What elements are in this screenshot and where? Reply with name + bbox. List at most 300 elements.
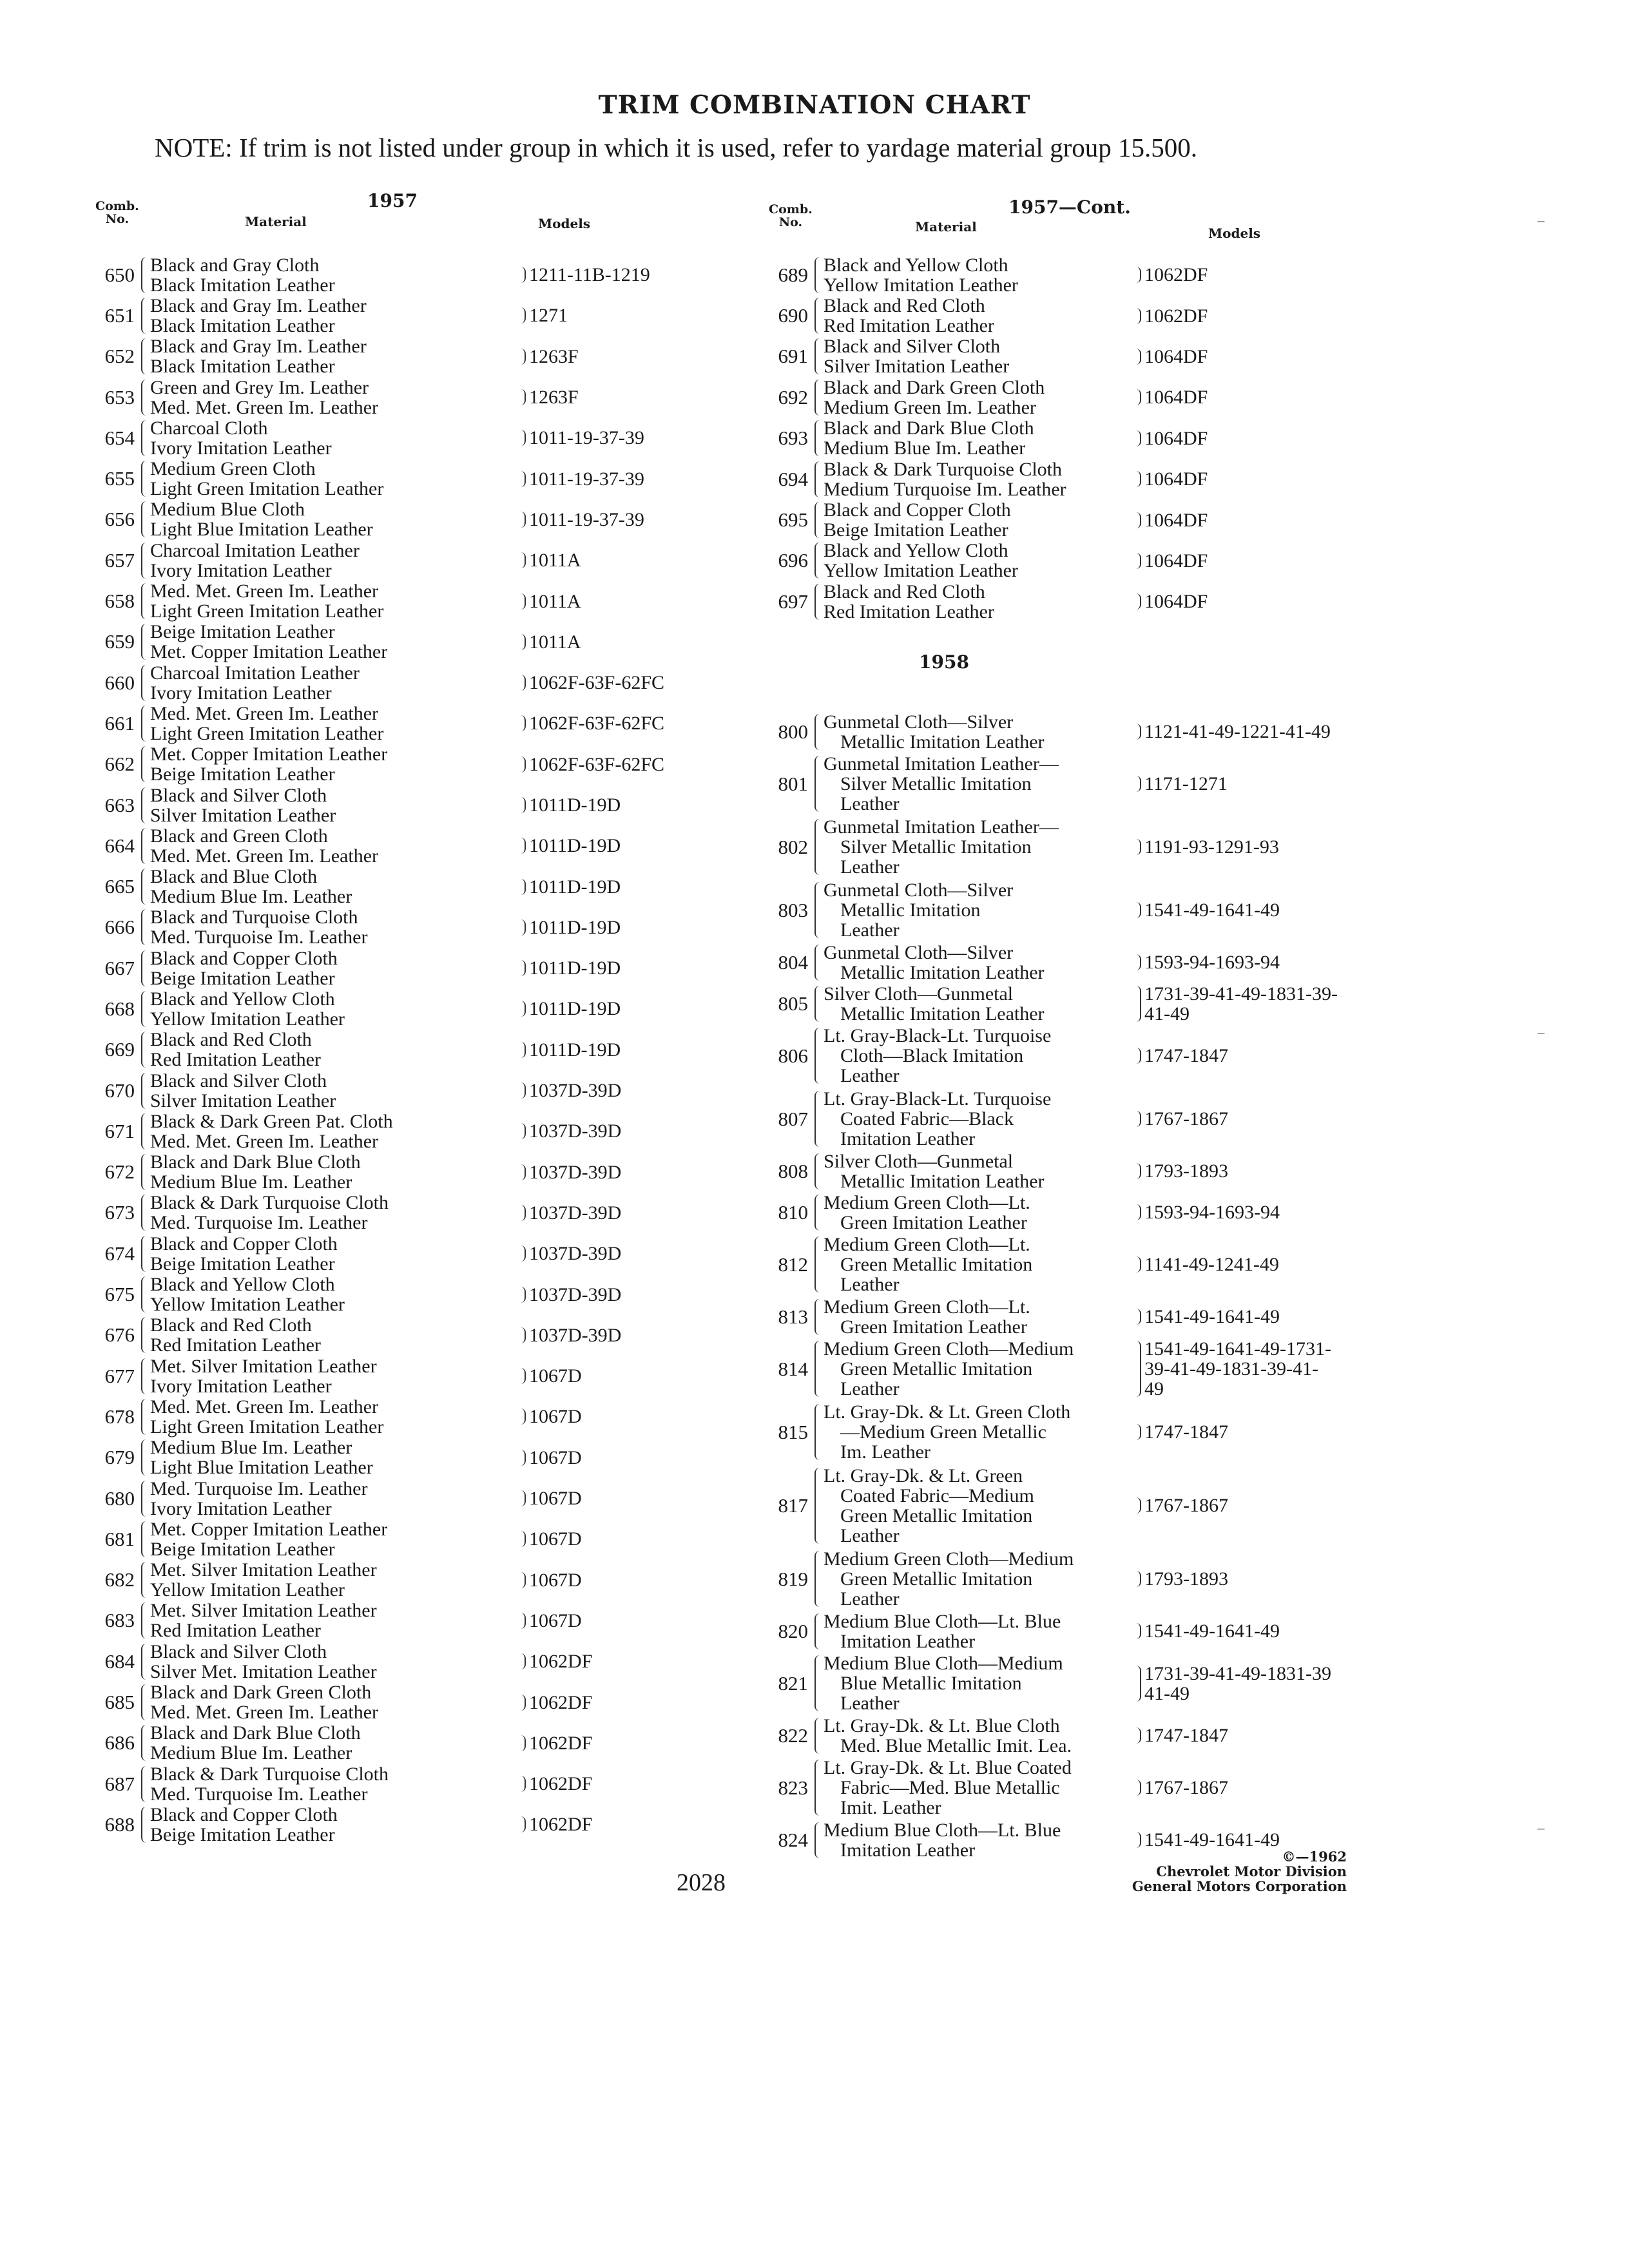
comb-number: 690 [778, 304, 808, 327]
comb-number: 821 [778, 1671, 808, 1695]
table-row [90, 1682, 625, 1722]
material-line: Leather [840, 793, 900, 815]
material-cell [139, 1111, 519, 1151]
material-cell [812, 1151, 1134, 1191]
models-cell [1134, 1569, 1228, 1589]
material-cell [812, 1089, 1134, 1149]
table-row [764, 377, 1344, 418]
models-cell [1134, 1495, 1228, 1515]
comb-number: 661 [104, 711, 135, 735]
models-line: 1011-19-37-39 [529, 427, 644, 449]
material-line: Black and Silver Cloth [150, 1640, 327, 1662]
material-line: Black and Dark Blue Cloth [150, 1722, 361, 1744]
material-cell [139, 826, 519, 866]
models-line: 1067D [529, 1569, 582, 1591]
models-cell [519, 1774, 592, 1794]
material-line: Black and Turquoise Cloth [150, 907, 358, 928]
models-line: 1767-1867 [1144, 1108, 1228, 1130]
table-row [764, 541, 1344, 581]
models-line: 1541-49-1641-49 [1144, 899, 1280, 921]
models-cell [519, 1488, 582, 1508]
material-cell [139, 989, 519, 1029]
material-line: Med. Turquoise Im. Leather [150, 1477, 368, 1499]
material-line: Imit. Leather [840, 1797, 941, 1819]
material-line: Met. Copper Imitation Leather [150, 641, 388, 663]
comb-number: 653 [104, 385, 135, 408]
models-line: 1062DF [1144, 264, 1208, 286]
comb-number: 688 [104, 1812, 135, 1836]
comb-number: 655 [104, 467, 135, 490]
right-rows-1957 [764, 255, 1344, 622]
models-line: 1067D [529, 1488, 582, 1510]
models-line: 1067D [529, 1528, 582, 1550]
table-row [90, 1274, 625, 1314]
models-line: 1011D-19D [529, 1039, 621, 1061]
material-cell [812, 296, 1134, 336]
models-cell [1134, 1307, 1280, 1327]
models-line: 1011D-19D [529, 957, 621, 979]
material-cell [139, 907, 519, 947]
table-row [90, 1233, 625, 1274]
models-cell [519, 305, 568, 325]
material-line: Black and Dark Blue Cloth [150, 1151, 361, 1173]
note-text: NOTE: If trim is not listed under group in which it is used, refer to yardage material group 15.500. [155, 133, 1197, 162]
table-row [90, 662, 665, 704]
material-line: Beige Imitation Leather [150, 967, 335, 989]
table-row [90, 1641, 625, 1682]
comb-number: 666 [104, 916, 135, 939]
material-cell [139, 296, 519, 336]
table-row [90, 988, 625, 1029]
table-row [764, 295, 1344, 336]
material-line: Leather [840, 1378, 900, 1400]
table-row [90, 581, 625, 621]
material-cell [139, 1805, 519, 1845]
models-cell [519, 958, 621, 978]
models-line: 1767-1867 [1144, 1777, 1228, 1799]
comb-number: 674 [104, 1242, 135, 1265]
comb-number: 802 [778, 835, 808, 858]
models-cell [519, 1693, 592, 1713]
material-line: Met. Copper Imitation Leather [150, 1518, 388, 1540]
material-line: Gunmetal Imitation Leather— [824, 753, 1059, 775]
models-line: 1062F-63F-62FC [529, 753, 665, 775]
models-line: 1263F [529, 345, 579, 367]
comb-number: 657 [104, 548, 135, 572]
comb-label: Comb. [769, 202, 813, 216]
material-line: Charcoal Cloth [150, 417, 268, 439]
models-cell [1134, 722, 1331, 742]
models-cell [519, 1529, 582, 1549]
material-line: Gunmetal Cloth—Silver [824, 711, 1014, 733]
material-line: Charcoal Imitation Leather [150, 539, 360, 561]
table-row [90, 540, 625, 581]
material-line: Coated Fabric—Black [840, 1108, 1014, 1130]
material-line: Med. Met. Green Im. Leather [150, 702, 379, 724]
copyright-line: General Motors Corporation [1132, 1878, 1347, 1894]
material-cell [139, 1234, 519, 1274]
material-line: Black and Red Cloth [150, 1029, 312, 1051]
models-cell [519, 1244, 621, 1264]
models-line: 1037D-39D [529, 1120, 622, 1142]
comb-number: 675 [104, 1283, 135, 1306]
material-line: Yellow Imitation Leather [150, 1008, 345, 1030]
models-cell [1134, 551, 1208, 571]
material-line: Red Imitation Leather [824, 601, 994, 622]
material-line: Med. Met. Green Im. Leather [150, 1130, 379, 1152]
comb-number: 686 [104, 1731, 135, 1754]
models-cell [519, 1366, 582, 1386]
material-line: Medium Turquoise Im. Leather [824, 478, 1066, 500]
material-line: Black and Yellow Cloth [824, 540, 1008, 562]
material-line: Met. Silver Imitation Leather [150, 1600, 377, 1622]
models-cell [519, 265, 650, 285]
comb-no-header [769, 203, 813, 229]
table-row [90, 622, 625, 662]
material-line: Black & Dark Turquoise Cloth [150, 1763, 389, 1785]
material-line: Leather [840, 919, 900, 941]
material-line: Leather [840, 1524, 900, 1546]
models-cell [1134, 1664, 1331, 1704]
table-row [764, 459, 1344, 499]
models-line: 1011D-19D [529, 916, 621, 938]
models-line: 1037D-39D [529, 1202, 622, 1224]
models-cell [519, 428, 644, 448]
comb-number: 817 [778, 1494, 808, 1517]
material-line: Black Imitation Leather [150, 356, 335, 378]
comb-number: 684 [104, 1649, 135, 1673]
material-cell [812, 984, 1134, 1024]
models-line: 1011A [529, 631, 581, 653]
models-cell [1134, 1778, 1228, 1798]
models-cell [519, 1814, 592, 1834]
table-row [764, 255, 1344, 295]
material-line: Ivory Imitation Leather [150, 682, 332, 704]
material-line: Beige Imitation Leather [150, 1538, 335, 1560]
table-row [90, 1070, 625, 1111]
table-row [90, 1478, 625, 1519]
material-line: Metallic Imitation Leather [840, 1003, 1045, 1024]
table-row [90, 785, 625, 825]
material-line: Yellow Imitation Leather [150, 1579, 345, 1601]
comb-number: 819 [778, 1567, 808, 1590]
models-line: 1011A [529, 550, 581, 572]
comb-number: 691 [778, 345, 808, 368]
year-heading-1958: 1958 [919, 651, 969, 673]
table-row [764, 336, 1344, 377]
material-line: Lt. Gray-Dk. & Lt. Blue Cloth [824, 1715, 1060, 1736]
models-line: 1062DF [529, 1773, 593, 1795]
models-line: 39-41-49-1831-39-41- [1144, 1358, 1318, 1380]
material-line: Met. Silver Imitation Leather [150, 1355, 377, 1377]
table-row [764, 581, 1344, 622]
models-cell [519, 795, 621, 815]
material-cell [812, 336, 1134, 376]
material-line: Leather [840, 1274, 900, 1296]
models-cell [519, 918, 621, 937]
models-cell [1134, 469, 1208, 489]
material-line: Green and Grey Im. Leather [150, 376, 369, 398]
copyright-line: ©—1962 [1282, 1849, 1347, 1865]
table-row [764, 1192, 1344, 1233]
material-cell [139, 378, 519, 418]
material-line: Metallic Imitation Leather [840, 731, 1045, 753]
table-row [90, 417, 644, 459]
material-cell [812, 880, 1134, 940]
material-cell [139, 1071, 519, 1111]
right-column [764, 190, 1344, 1861]
material-cell [139, 1152, 519, 1192]
material-cell [812, 712, 1134, 752]
models-line: 1064DF [1144, 591, 1208, 613]
material-line: Black and Gray Cloth [150, 254, 320, 276]
material-cell [139, 1193, 519, 1233]
models-line: 1191-93-1291-93 [1144, 836, 1279, 858]
comb-number: 697 [778, 590, 808, 613]
table-row [764, 1611, 1344, 1652]
material-cell [139, 704, 519, 744]
material-line: Green Metallic Imitation [840, 1568, 1033, 1590]
right-rows-1958 [764, 711, 1344, 1861]
material-cell [139, 622, 519, 662]
table-row [90, 702, 665, 744]
material-line: Black and Blue Cloth [150, 866, 318, 888]
material-cell [812, 255, 1134, 295]
table-row [90, 825, 625, 866]
models-cell [1134, 952, 1280, 972]
comb-number: 696 [778, 549, 808, 572]
material-cell [812, 1193, 1134, 1233]
models-line: 1067D [529, 1446, 582, 1468]
table-row [764, 879, 1344, 942]
material-line: Black and Red Cloth [150, 1314, 312, 1336]
material-line: Red Imitation Leather [824, 315, 994, 337]
material-cell [139, 418, 519, 458]
models-line: 49 [1144, 1378, 1164, 1400]
material-line: Med. Turquoise Im. Leather [150, 1212, 368, 1234]
table-row [764, 942, 1344, 983]
copyright-line: Chevrolet Motor Division [1156, 1863, 1347, 1879]
material-cell [139, 336, 519, 376]
models-cell [519, 1651, 592, 1671]
material-line: Beige Imitation Leather [150, 1253, 335, 1274]
material-line: Met. Silver Imitation Leather [150, 1559, 377, 1581]
table-row [764, 1401, 1344, 1464]
models-cell [519, 1162, 621, 1182]
material-cell [812, 541, 1134, 581]
material-cell [812, 1297, 1134, 1337]
models-cell [519, 1203, 621, 1223]
models-line: 1731-39-41-49-1831-39- [1144, 983, 1338, 1004]
page-number: 2028 [677, 1869, 726, 1896]
comb-number: 660 [104, 671, 135, 694]
material-line: Leather [840, 1065, 900, 1087]
models-line: 1731-39-41-49-1831-39 [1144, 1662, 1331, 1684]
models-line: 1011D-19D [529, 998, 621, 1020]
table-row [90, 1396, 625, 1437]
models-line: 1541-49-1641-49 [1144, 1620, 1280, 1642]
material-line: Black and Dark Blue Cloth [824, 418, 1034, 439]
models-cell [519, 673, 664, 693]
models-line: 1767-1867 [1144, 1495, 1228, 1517]
material-line: Silver Met. Imitation Leather [150, 1660, 377, 1682]
comb-number: 664 [104, 834, 135, 857]
material-line: —Medium Green Metallic [840, 1421, 1046, 1443]
material-line: Black and Red Cloth [824, 581, 985, 602]
material-cell [139, 1560, 519, 1600]
no-label: No. [778, 215, 803, 229]
models-line: 1541-49-1641-49 [1144, 1829, 1280, 1851]
material-line: Medium Green Cloth—Lt. [824, 1234, 1030, 1256]
left-rows [90, 254, 665, 1845]
material-line: Red Imitation Leather [150, 1620, 321, 1642]
material-line: Medium Blue Cloth—Lt. Blue [824, 1819, 1061, 1841]
models-line: 1067D [529, 1365, 582, 1387]
material-line: Med. Blue Metallic Imit. Lea. [840, 1735, 1072, 1756]
table-row [90, 1763, 625, 1804]
comb-number: 805 [778, 992, 808, 1015]
material-cell [139, 1479, 519, 1519]
material-line: Blue Metallic Imitation [840, 1673, 1022, 1695]
comb-number: 681 [104, 1527, 135, 1550]
material-line: Lt. Gray-Dk. & Lt. Green [824, 1465, 1023, 1486]
comb-number: 658 [104, 590, 135, 613]
material-line: Med. Met. Green Im. Leather [150, 845, 379, 867]
models-cell [1134, 984, 1338, 1024]
material-line: Yellow Imitation Leather [824, 560, 1018, 582]
models-cell [519, 1407, 582, 1427]
material-line: Black and Yellow Cloth [824, 254, 1008, 276]
models-line: 1593-94-1693-94 [1144, 1202, 1280, 1224]
table-row [764, 816, 1344, 879]
models-line: 1793-1893 [1144, 1568, 1228, 1590]
models-line: 1011D-19D [529, 876, 621, 898]
material-line: Ivory Imitation Leather [150, 437, 332, 459]
models-line: 1011A [529, 590, 581, 612]
table-row [90, 1804, 625, 1845]
material-line: Black and Silver Cloth [150, 1070, 327, 1091]
models-line: 1064DF [1144, 509, 1208, 531]
table-row [764, 1233, 1344, 1296]
models-line: 1064DF [1144, 468, 1208, 490]
comb-number: 676 [104, 1323, 135, 1347]
material-line: Medium Blue Cloth—Lt. Blue [824, 1610, 1061, 1632]
models-cell [1134, 591, 1208, 611]
table-row [764, 1464, 1344, 1548]
models-cell [1134, 428, 1208, 448]
comb-number: 652 [104, 345, 135, 368]
table-row [90, 1519, 625, 1559]
table-row [764, 1548, 1344, 1611]
material-cell [812, 418, 1134, 458]
comb-number: 693 [778, 427, 808, 450]
models-cell [1134, 1830, 1280, 1850]
table-row [90, 254, 650, 296]
material-line: Black Imitation Leather [150, 274, 335, 296]
material-line: Beige Imitation Leather [824, 519, 1008, 541]
material-cell [812, 1716, 1134, 1756]
models-header: Models [538, 216, 591, 231]
table-row [764, 1715, 1344, 1756]
material-line: Black & Dark Green Pat. Cloth [150, 1110, 393, 1132]
table-row [90, 1193, 625, 1233]
comb-number: 824 [778, 1828, 808, 1851]
material-line: Black and Silver Cloth [824, 336, 1001, 358]
margin-mark: ‒ [1537, 1820, 1545, 1836]
comb-number: 668 [104, 997, 135, 1020]
material-cell [139, 663, 519, 703]
table-row [764, 1338, 1344, 1401]
models-cell [1134, 265, 1208, 285]
material-line: Black and Yellow Cloth [150, 1274, 335, 1296]
material-cell [139, 541, 519, 581]
no-label: No. [105, 212, 130, 226]
material-line: Black and Dark Green Cloth [150, 1682, 372, 1704]
material-line: Silver Imitation Leather [150, 1090, 336, 1111]
material-cell [139, 581, 519, 621]
material-line: Med. Met. Green Im. Leather [150, 1396, 379, 1418]
models-cell [1134, 1725, 1228, 1745]
comb-number: 651 [104, 303, 135, 327]
material-line: Ivory Imitation Leather [150, 1497, 332, 1519]
material-cell [139, 1397, 519, 1437]
table-row [90, 1030, 625, 1070]
material-cell [139, 1600, 519, 1640]
comb-number: 679 [104, 1446, 135, 1469]
material-line: Medium Green Im. Leather [824, 396, 1036, 418]
comb-number: 812 [778, 1253, 808, 1276]
material-line: Med. Turquoise Im. Leather [150, 1783, 368, 1805]
material-cell [139, 1437, 519, 1477]
material-line: Yellow Imitation Leather [824, 274, 1018, 296]
table-row [764, 1652, 1344, 1715]
models-cell [519, 1325, 621, 1345]
table-row [90, 1560, 625, 1600]
comb-number: 665 [104, 875, 135, 898]
material-cell [812, 459, 1134, 499]
models-line: 1747-1847 [1144, 1045, 1228, 1067]
material-line: Imitation Leather [840, 1128, 976, 1150]
comb-no-header [95, 200, 139, 226]
material-cell [139, 1519, 519, 1559]
material-line: Imitation Leather [840, 1630, 976, 1652]
models-line: 1747-1847 [1144, 1421, 1228, 1443]
left-column-header [90, 190, 625, 255]
models-line: 1121-41-49-1221-41-49 [1144, 721, 1331, 743]
comb-number: 656 [104, 508, 135, 531]
models-cell [519, 999, 621, 1019]
material-header: Material [915, 219, 977, 235]
models-cell [519, 754, 664, 774]
material-line: Medium Green Cloth [150, 458, 316, 480]
comb-number: 671 [104, 1119, 135, 1142]
material-line: Black and Copper Cloth [150, 1233, 338, 1254]
material-line: Beige Imitation Leather [150, 764, 335, 785]
material-cell [812, 1026, 1134, 1086]
comb-number: 694 [778, 467, 808, 490]
material-cell [139, 1723, 519, 1763]
material-line: Medium Green Cloth—Medium [824, 1548, 1074, 1570]
models-cell [519, 550, 581, 570]
material-line: Medium Green Cloth—Lt. [824, 1296, 1030, 1318]
models-line: 1171-1271 [1144, 773, 1228, 795]
models-cell [519, 347, 579, 367]
material-cell [139, 1682, 519, 1722]
material-cell [812, 1402, 1134, 1462]
comb-number: 823 [778, 1776, 808, 1799]
material-line: Black Imitation Leather [150, 314, 335, 336]
material-line: Lt. Gray-Black-Lt. Turquoise [824, 1088, 1052, 1110]
